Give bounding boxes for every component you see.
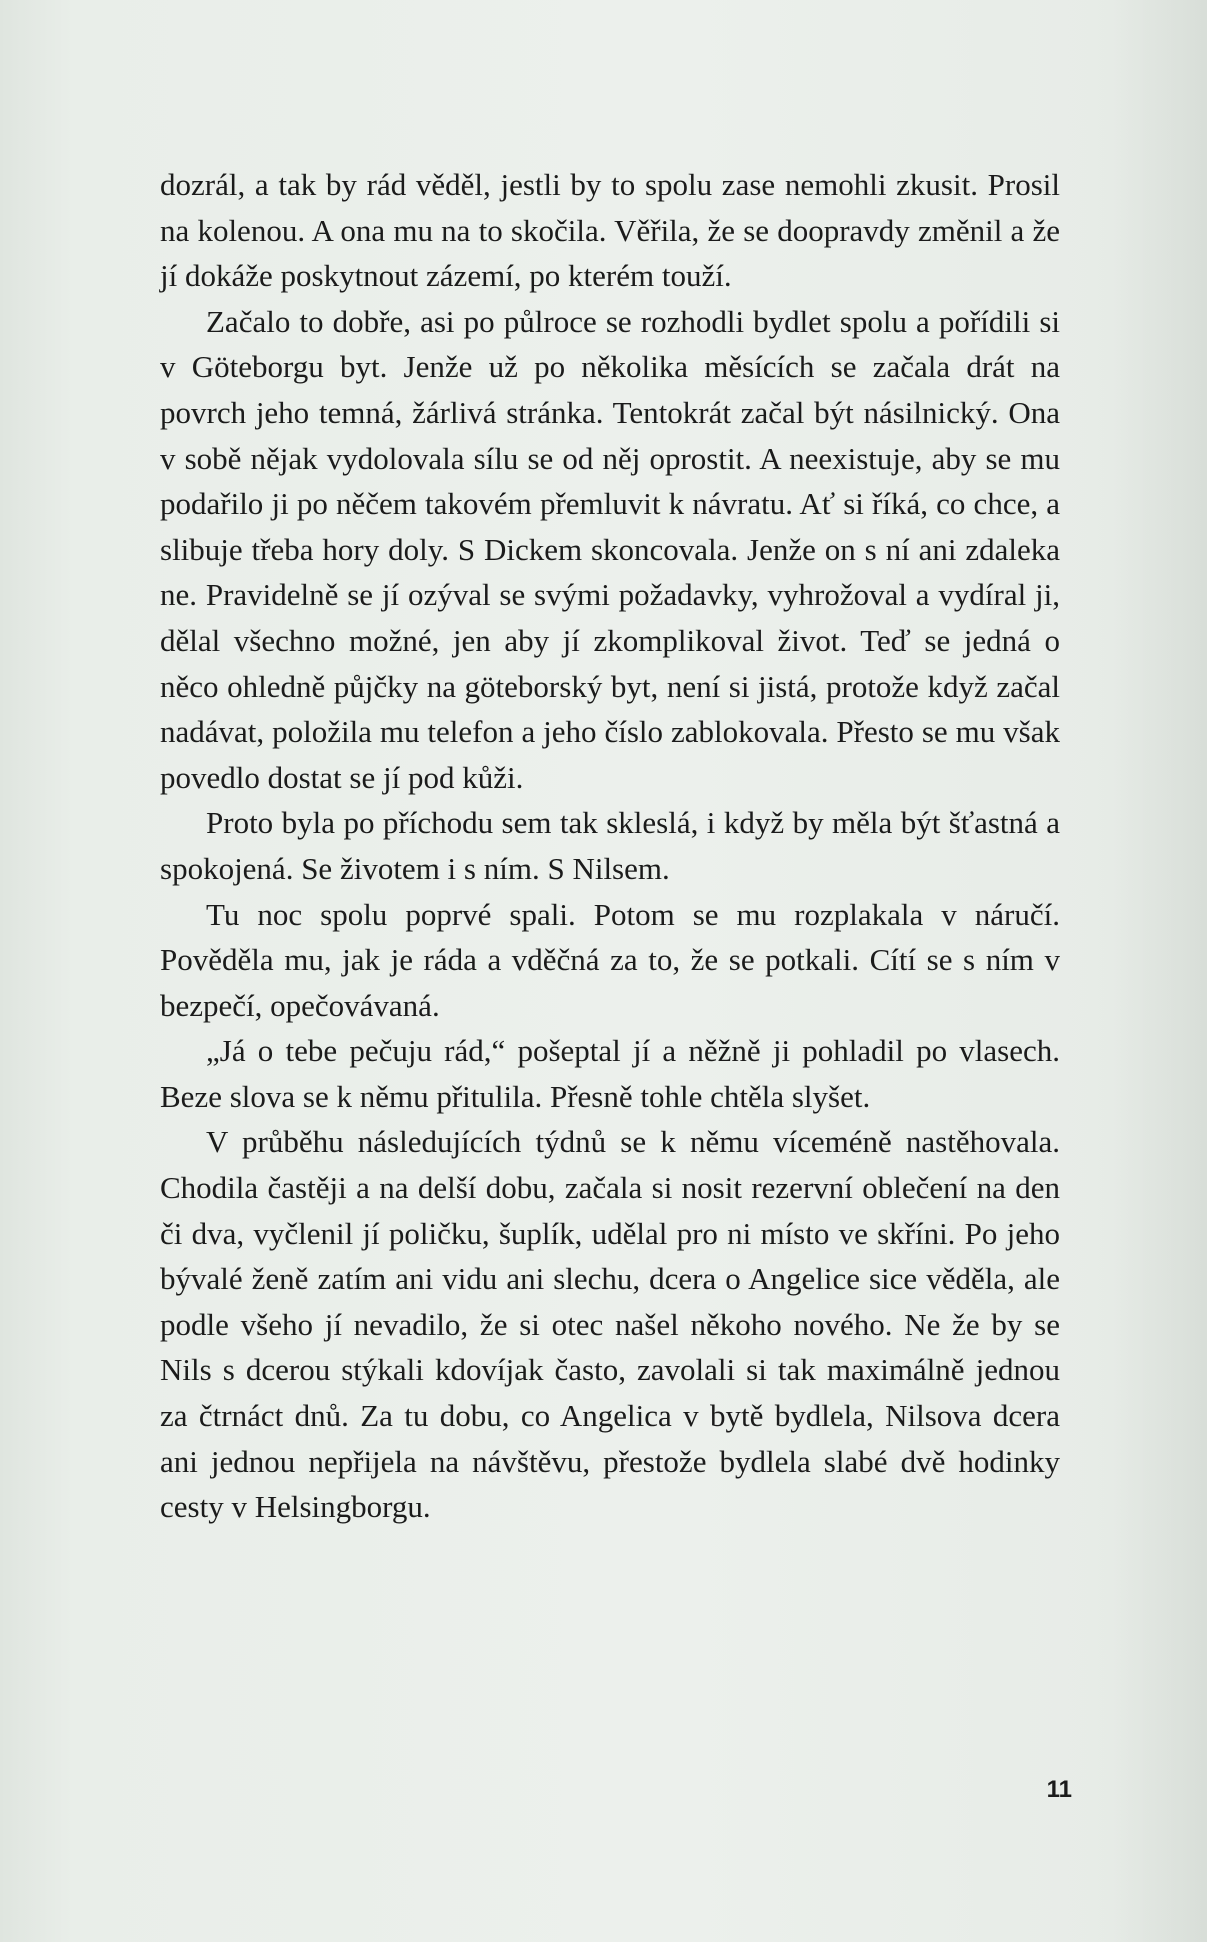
paragraph-6: V průběhu následujících týdnů se k němu víceméně nastěhovala. Chodila častěji a na delší dobu, začala si nosit rezervní oblečení na den či dva, vyčlenil jí poličku, šuplík, udělal pro ni místo ve skříni. Po jeho bývalé ženě zatím ani vidu ani slechu, dcera o Angelice sice věděla, ale podle všeho jí nevadilo, že si otec našel někoho nového. Ne že by se Nils s dcerou stýkali kdovíjak často, zavolali si tak maximálně jednou za čtrnáct dnů. Za tu dobu, co Angelica v bytě bydlela, Nilsova dcera ani jednou nepřijela na návštěvu, přestože bydlela slabé dvě hodinky cesty v Helsingborgu.	[160, 1124, 1060, 1525]
paragraph-5: „Já o tebe pečuju rád,“ pošeptal jí a něžně ji pohladil po vlasech. Beze slova se k němu přitulila. Přesně tohle chtěla slyšet.	[160, 1033, 1060, 1114]
page-shadow	[1087, 0, 1207, 1942]
paragraph-2: Začalo to dobře, asi po půlroce se rozhodli bydlet spolu a pořídili si v Göteborgu byt. Jenže už po několika měsících se začala drát na povrch jeho temná, žárlivá stránka. Tentokrát začal být násilnický. Ona v sobě nějak vydolovala sílu se od něj oprostit. A neexistuje, aby se mu podařilo ji po něčem takovém přemluvit k návratu. Ať si říká, co chce, a slibuje třeba hory doly. S Dickem skoncovala. Jenže on s ní ani zdaleka ne. Pravidelně se jí ozýval se svými požadavky, vyhrožoval a vydíral ji, dělal všechno možné, jen aby jí zkomplikoval život. Teď se jedná o něco ohledně půjčky na göteborský byt, není si jistá, protože když začal nadávat, položila mu telefon a jeho číslo zablokovala. Přesto se mu však povedlo dostat se jí pod kůži.	[160, 303, 1060, 795]
paragraph-3: Proto byla po příchodu sem tak skleslá, i když by měla být šťastná a spokojená. Se životem i s ním. S Nilsem.	[160, 805, 1060, 886]
body-text	[160, 162, 1060, 1530]
page-number: 11	[1046, 1776, 1072, 1803]
paragraph-4: Tu noc spolu poprvé spali. Potom se mu rozplakala v náručí. Pověděla mu, jak je ráda a vděčná za to, že se potkali. Cítí se s ním v bezpečí, opečovávaná.	[160, 896, 1060, 1023]
paragraph-1: dozrál, a tak by rád věděl, jestli by to spolu zase nemohli zkusit. Prosil na kolenou. A ona mu na to skočila. Věřila, že se doopravdy změnil a že jí dokáže poskytnout zázemí, po kterém touží.	[160, 167, 1060, 294]
